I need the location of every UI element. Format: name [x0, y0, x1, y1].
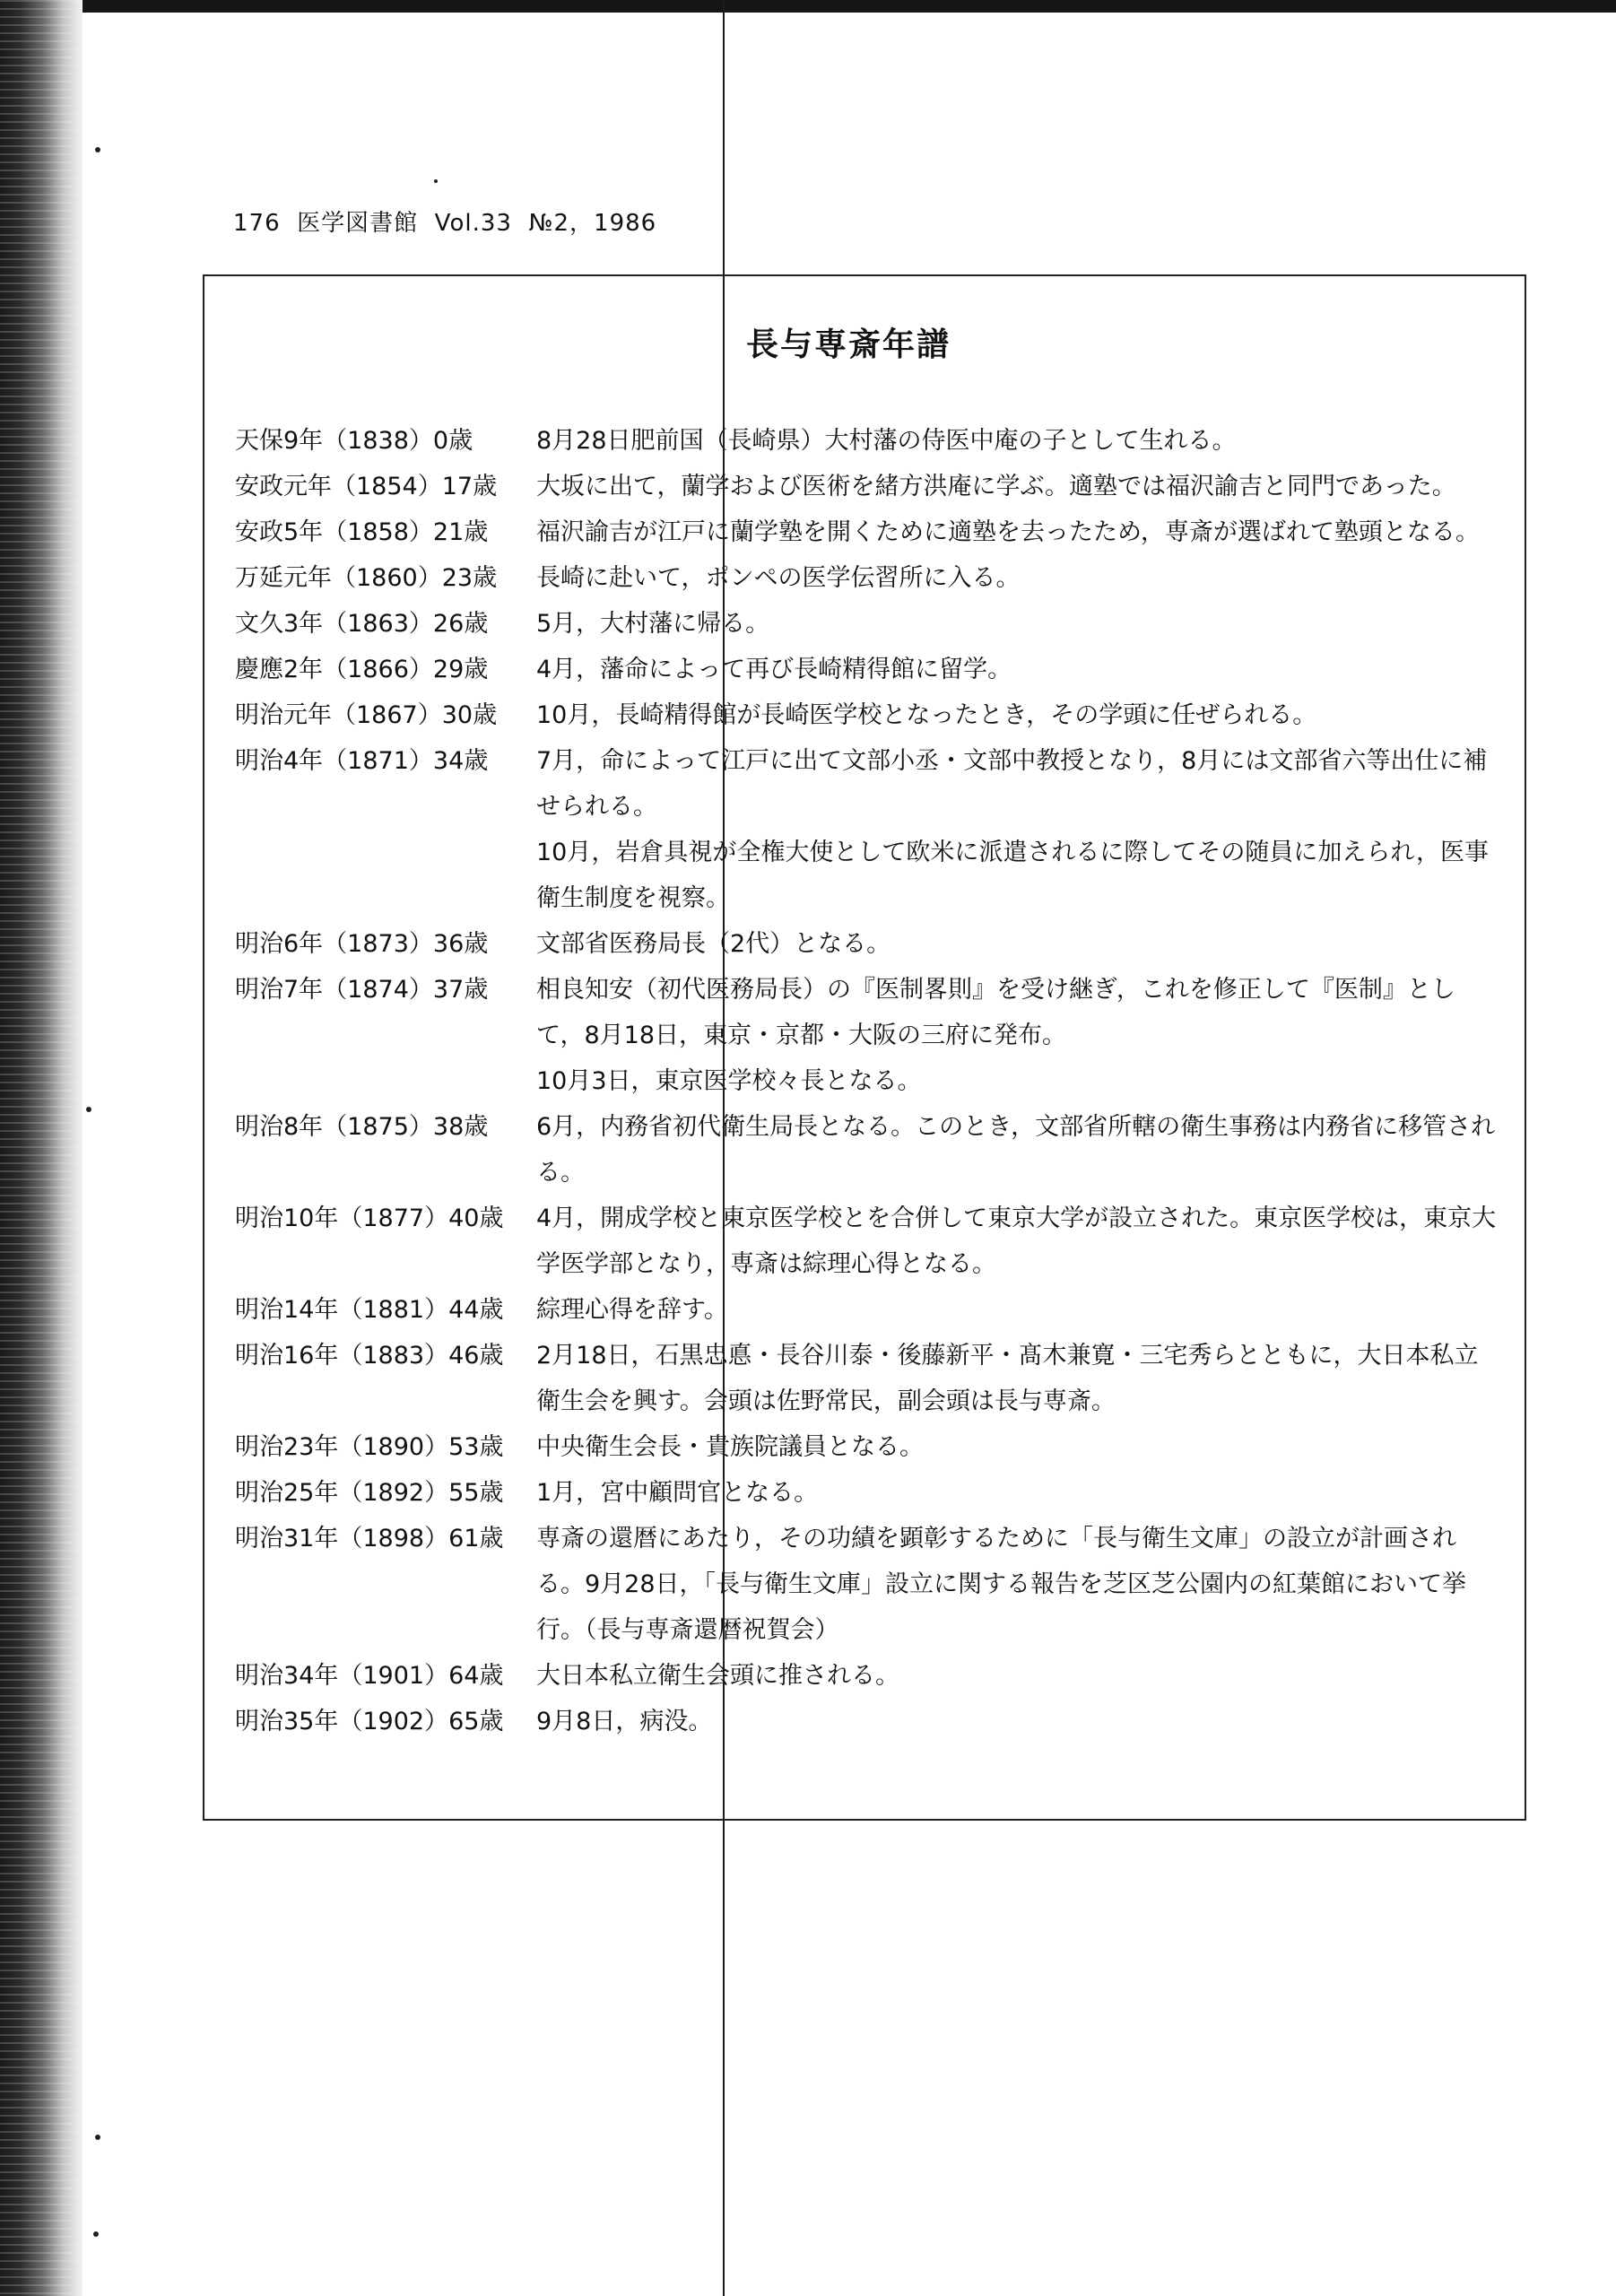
- entry-date: 明治7年（1874）37歳: [235, 976, 489, 1004]
- chronology-row: [235, 647, 1508, 692]
- entry-date: 明治16年（1883）46歳: [235, 1342, 504, 1370]
- entry-text: 福沢諭吉が江戸に蘭学塾を開くために適塾を去ったため，専斎が選ばれて塾頭となる。: [536, 518, 1480, 546]
- scan-speck: [434, 179, 438, 183]
- entry-date: [235, 830, 536, 921]
- scan-speck: [86, 1107, 91, 1112]
- scan-speck: [93, 2231, 99, 2237]
- chronology-row: [235, 1287, 1508, 1333]
- chronology-row: [235, 1424, 1508, 1470]
- chronology-row: [235, 1058, 1508, 1104]
- chronology-row: [235, 555, 1508, 601]
- entry-date: 安政元年（1854）17歳: [235, 473, 498, 500]
- entry-text: 7月，命によって江戸に出て文部小丞・文部中教授となり，8月には文部省六等出仕に補せられる。: [536, 747, 1488, 821]
- entry-text: 1月，宮中顧問官となる。: [536, 1479, 819, 1507]
- scan-speck: [95, 147, 100, 152]
- chronology-row: [235, 738, 1508, 830]
- entry-text: 4月，開成学校と東京医学校とを合併して東京大学が設立された。東京医学校は，東京大学医学部となり，専斎は綜理心得となる。: [536, 1205, 1497, 1278]
- chronology-row: [235, 921, 1508, 967]
- entry-date: 明治34年（1901）64歳: [235, 1662, 504, 1690]
- entry-date: [235, 1058, 536, 1104]
- entry-date: 明治35年（1902）65歳: [235, 1708, 504, 1735]
- entry-date: 明治元年（1867）30歳: [235, 701, 498, 729]
- entry-text: 9月8日，病没。: [536, 1708, 713, 1735]
- chronology-row: [235, 509, 1508, 555]
- entry-text: 大坂に出て，蘭学および医術を緒方洪庵に学ぶ。適塾では福沢諭吉と同門であった。: [536, 473, 1456, 500]
- entry-date: 慶應2年（1866）29歳: [235, 656, 489, 683]
- chronology-row: [235, 418, 1508, 464]
- entry-date: 明治6年（1873）36歳: [235, 930, 489, 958]
- entry-date: 明治10年（1877）40歳: [235, 1205, 504, 1232]
- entry-date: 明治23年（1890）53歳: [235, 1433, 504, 1461]
- chronology-row: [235, 1333, 1508, 1424]
- chronology-row: [235, 1699, 1508, 1744]
- entry-text: 6月，内務省初代衛生局長となる。このとき，文部省所轄の衛生事務は内務省に移管される。: [536, 1113, 1496, 1187]
- chronology-list: [235, 418, 1508, 1744]
- entry-date: 天保9年（1838）0歳: [235, 427, 474, 455]
- entry-text: 相良知安（初代医務局長）の『医制畧則』を受け継ぎ，これを修正して『医制』として，8月18日，東京・京都・大阪の三府に発布。: [536, 976, 1455, 1049]
- running-header: 176 医学図書館 Vol.33 №2，1986: [233, 210, 657, 237]
- entry-text: 5月，大村藩に帰る。: [536, 610, 770, 638]
- chronology-row: [235, 601, 1508, 647]
- entry-date: 万延元年（1860）23歳: [235, 564, 498, 592]
- chronology-row: [235, 1196, 1508, 1287]
- entry-date: 明治14年（1881）44歳: [235, 1296, 504, 1324]
- chronology-row: [235, 464, 1508, 509]
- entry-text: 長崎に赴いて，ポンペの医学伝習所に入る。: [536, 564, 1021, 592]
- entry-text: 2月18日，石黒忠悳・長谷川泰・後藤新平・髙木兼寛・三宅秀らとともに，大日本私立衛生会を興す。会頭は佐野常民，副会頭は長与専斎。: [536, 1342, 1479, 1415]
- entry-text: 10月，長崎精得館が長崎医学校となったとき，その学頭に任ぜられる。: [536, 701, 1317, 729]
- entry-date: 明治4年（1871）34歳: [235, 747, 489, 775]
- chronology-row: [235, 1653, 1508, 1699]
- entry-text: 10月，岩倉具視が全権大使として欧米に派遣されるに際してその随員に加えられ，医事衛生制度を視察。: [536, 839, 1489, 912]
- chronology-row: [235, 1104, 1508, 1196]
- entry-text: 10月3日，東京医学校々長となる。: [536, 1067, 922, 1095]
- entry-text: 綜理心得を辞す。: [536, 1296, 728, 1324]
- entry-text: 8月28日肥前国（長崎県）大村藩の侍医中庵の子として生れる。: [536, 427, 1237, 455]
- chronology-title: 長与専斎年譜: [746, 326, 951, 363]
- entry-date: 明治8年（1875）38歳: [235, 1113, 489, 1141]
- entry-text: 4月，藩命によって再び長崎精得館に留学。: [536, 656, 1012, 683]
- entry-text: 大日本私立衛生会頭に推される。: [536, 1662, 899, 1690]
- scan-top-edge: [0, 0, 1616, 13]
- chronology-row: [235, 692, 1508, 738]
- entry-date: 安政5年（1858）21歳: [235, 518, 489, 546]
- chronology-row: [235, 967, 1508, 1058]
- entry-date: 文久3年（1863）26歳: [235, 610, 489, 638]
- entry-text: 中央衛生会長・貴族院議員となる。: [536, 1433, 924, 1461]
- scan-speck: [95, 2135, 100, 2140]
- chronology-row: [235, 830, 1508, 921]
- entry-date: 明治25年（1892）55歳: [235, 1479, 504, 1507]
- entry-text: 専斎の還暦にあたり，その功績を顕彰するために「長与衛生文庫」の設立が計画される。9月28日，「長与衛生文庫」設立に関する報告を芝区芝公園内の紅葉館において挙行。（長与専斎還暦祝賀会）: [536, 1525, 1467, 1644]
- entry-date: 明治31年（1898）61歳: [235, 1525, 504, 1552]
- book-binding-texture: [0, 0, 75, 2296]
- chronology-row: [235, 1470, 1508, 1516]
- entry-text: 文部省医務局長（2代）となる。: [536, 930, 891, 958]
- chronology-row: [235, 1516, 1508, 1653]
